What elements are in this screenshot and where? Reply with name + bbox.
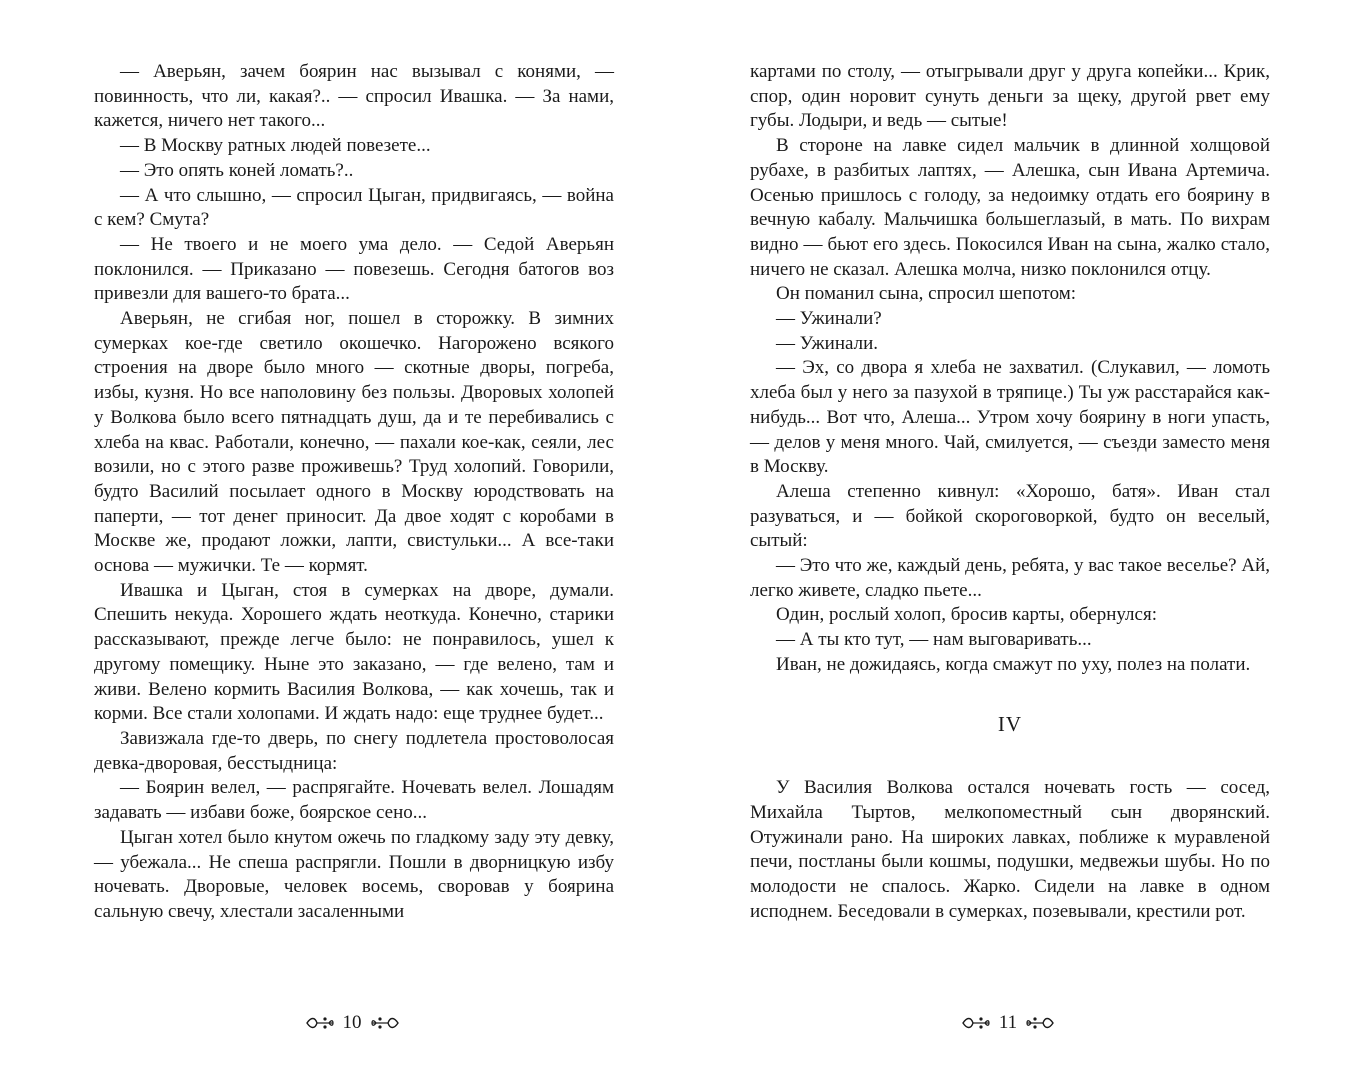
page-number: 11 [998, 1012, 1018, 1033]
right-paragraph-3: — Ужинали? [776, 308, 882, 330]
scroll-ornament-icon [1025, 1015, 1055, 1031]
right-paragraph-9: — А ты кто тут, — нам выговаривать... [776, 629, 1092, 651]
left-page [94, 60, 614, 1060]
right-paragraph-6: Алеша степенно кивнул: «Хорошо, батя». Иван стал разуваться, и — бойкой скороговоркой, будто он веселый, сытый: [750, 480, 1270, 552]
page-number: 10 [342, 1012, 362, 1033]
left-paragraph-3: — Это опять коней ломать?.. [120, 159, 354, 181]
left-paragraph-2: — В Москву ратных людей повезете... [120, 135, 431, 157]
scroll-ornament-icon [305, 1015, 335, 1031]
right-paragraph-4: — Ужинали. [776, 332, 878, 354]
right-paragraph-8: Один, рослый холоп, бросив карты, обернулся: [776, 604, 1157, 626]
right-paragraph-10: Иван, не дожидаясь, когда смажут по уху, полез на полати. [776, 653, 1251, 675]
left-paragraph-5: — Не твоего и не моего ума дело. — Седой Аверьян поклонился. — Приказано — повезешь. Сегодня батогов воз привезли для вашего-то брата... [94, 233, 614, 305]
right-paragraph-1: В стороне на лавке сидел мальчик в длинной холщовой рубахе, в разбитых лаптях, — Алешка, сын Ивана Артемича. Осенью пришлось с голоду, за недоимку отдать его боярину в вечную кабалу. Мальчишка большеглазый, в мать. По вихрам видно — бьют его здесь. Покосился Иван на сына, жалко стало, ничего не сказал. Алешка молча, низко поклонился отцу. [750, 135, 1270, 280]
left-paragraph-10: Цыган хотел было кнутом ожечь по гладкому заду эту девку, — убежала... Не спеша распрягли. Пошли в дворницкую избу ночевать. Дворовые, человек восемь, своровав у боярина сальную свечу, хлестали засаленными [94, 826, 614, 922]
right-paragraph-5: — Эх, со двора я хлеба не захватил. (Слукавил, — ломоть хлеба был у него за пазухой в тряпице.) Ты уж расстарайся как-нибудь... Вот что, Алеша... Утром хочу боярину в ноги упасть, — делов у меня много. Чай, смилуется, — съезди заместо меня в Москву. [750, 357, 1270, 478]
right-page [750, 60, 1270, 1060]
right-paragraph-2: Он поманил сына, спросил шепотом: [776, 283, 1077, 305]
left-paragraph-8: Завизжала где-то дверь, по снегу подлетела простоволосая девка-дворовая, бесстыдница: [94, 727, 614, 774]
left-page-text [94, 60, 614, 925]
right-page-folio [948, 1010, 1068, 1036]
left-paragraph-1: — Аверьян, зачем боярин нас вызывал с конями, — повинность, что ли, какая?.. — спросил Ивашка. — За нами, кажется, ничего нет такого... [94, 61, 614, 132]
left-paragraph-6: Аверьян, не сгибая ног, пошел в сторожку. В зимних сумерках кое-где светило окошечко. Нагорожено всякого строения на дворе было много — скотные дворы, погреба, избы, кузня. Но все наполовину без пользы. Дворовых холопей у Волкова было всего пятнадцать душ, да и те перебивались с хлеба на квас. Работали, конечно, — пахали кое-как, сеяли, лес возили, но с этого разве проживешь? Труд холопий. Говорили, будто Василий посылает одного в Москву юродствовать на паперти, — тот денег приносит. Да двое ходят с коробами в Москве же, продают ложки, лапти, свистульки... А все-таки основа — мужички. Те — кормят. [94, 308, 614, 577]
left-paragraph-4: — А что слышно, — спросил Цыган, придвигаясь, — война с кем? Смута? [94, 184, 614, 231]
right-page-text [750, 60, 1270, 925]
left-page-folio [292, 1010, 412, 1036]
right-continuation: картами по столу, — отыгрывали друг у друга копейки... Крик, спор, один норовит сунуть деньги за щеку, другой рвет ему губы. Лодыри, и ведь — сытые! [750, 61, 1270, 132]
scroll-ornament-icon [370, 1015, 400, 1031]
right-paragraph-7: — Это что же, каждый день, ребята, у вас такое веселье? Ай, легко живете, сладко пьете... [750, 555, 1270, 601]
left-paragraph-9: — Боярин велел, — распрягайте. Ночевать велел. Лошадям задавать — избави боже, боярское сено... [94, 777, 614, 824]
chapter-paragraph-1: У Василия Волкова остался ночевать гость — сосед, Михайла Тыртов, мелкопоместный сын дворянский. Отужинали рано. На широких лавках, поближе к муравленой печи, постланы были кошмы, подушки, медвежьи шубы. Но по молодости не спалось. Жарко. Сидели на лавке в одном исподнем. Беседовали в сумерках, позевывали, крестили рот. [750, 777, 1270, 922]
left-paragraph-7: Ивашка и Цыган, стоя в сумерках на дворе, думали. Спешить некуда. Хорошего ждать неоткуда. Конечно, старики рассказывают, прежде легче было: не понравилось, ушел к другому помещику. Ныне это заказано, — где велено, там и живи. Велено кормить Василия Волкова, — как хочешь, так и корми. Все стали холопами. И ждать надо: еще труднее будет... [94, 579, 614, 725]
chapter-heading: IV [997, 711, 1023, 736]
scroll-ornament-icon [961, 1015, 991, 1031]
